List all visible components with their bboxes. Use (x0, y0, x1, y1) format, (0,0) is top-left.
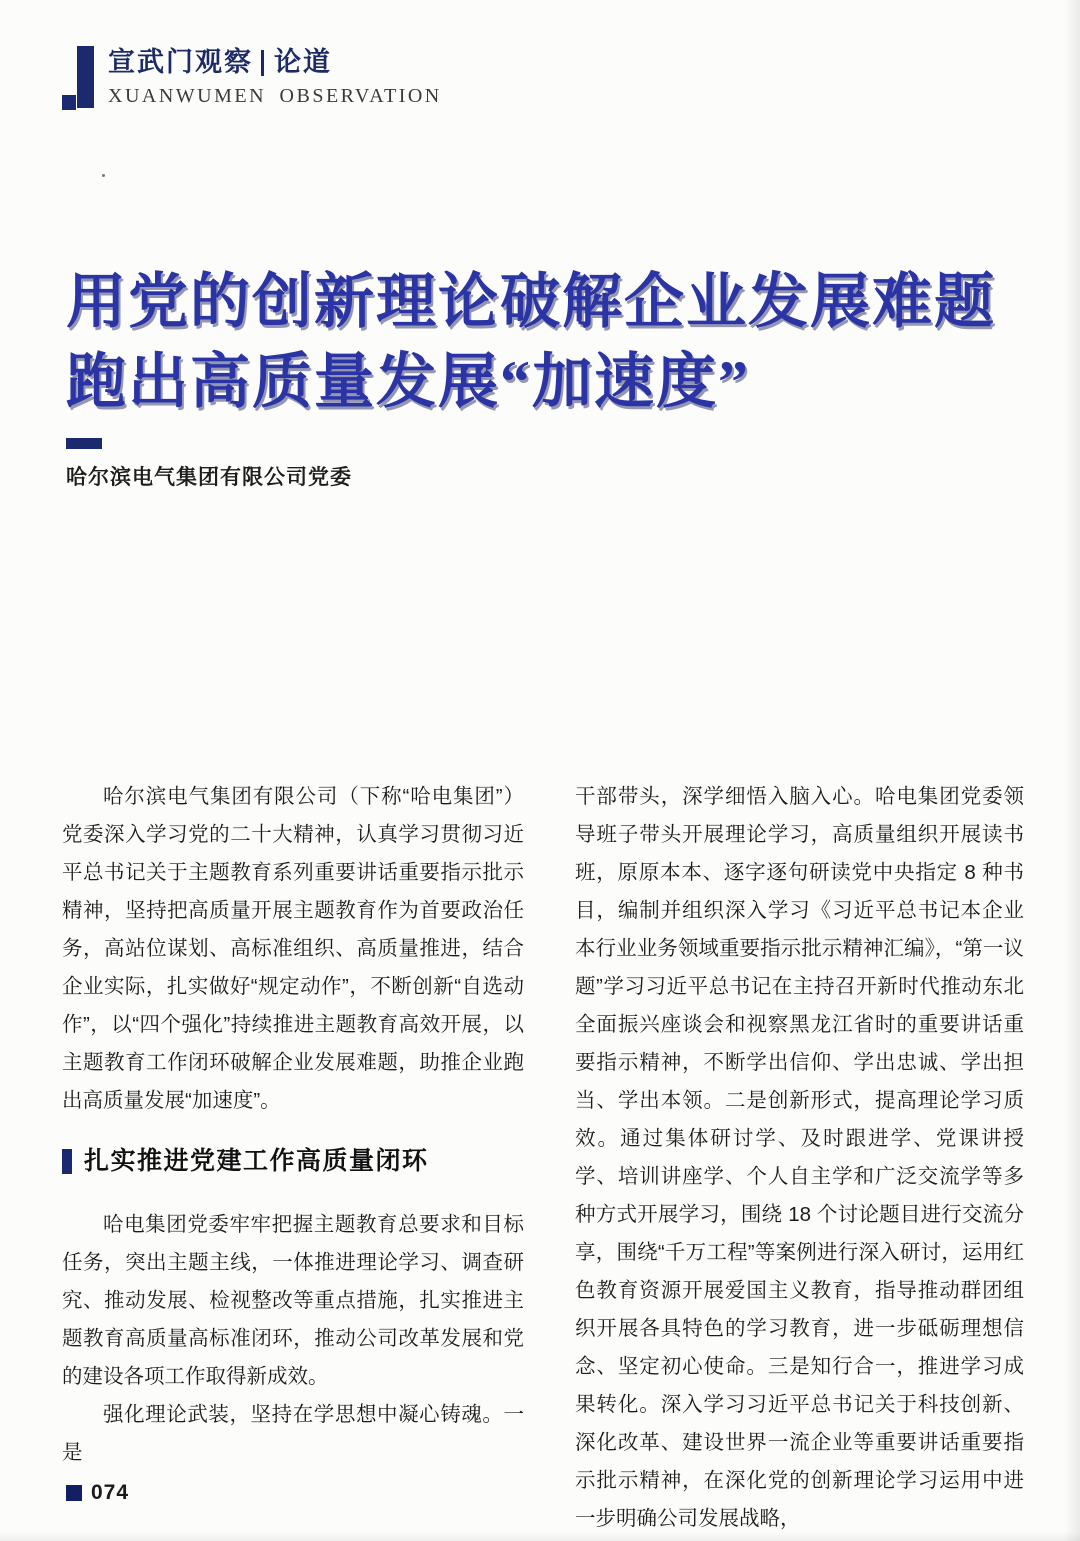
article-body (62, 778, 1024, 1538)
brand-mark-icon (62, 46, 96, 112)
brand-title-cn (108, 48, 442, 78)
footer-square-icon (66, 1485, 82, 1501)
author-block (66, 438, 352, 491)
scan-speck (102, 174, 105, 177)
author-name: 哈尔滨电气集团有限公司党委 (66, 466, 352, 489)
brand-mark-tall-bar (77, 46, 94, 108)
article-title (66, 262, 1026, 422)
section-heading (62, 1146, 524, 1176)
right-column (575, 778, 1024, 1538)
author-dash-icon (66, 438, 102, 449)
brand-divider (261, 50, 264, 76)
left-paragraph-3: 强化理论武装，坚持在学思想中凝心铸魂。一是 (62, 1403, 524, 1464)
left-paragraph-2: 哈电集团党委牢牢把握主题教育总要求和目标任务，突出主题主线，一体推进理论学习、调查研究、推动发展、检视整改等重点措施，扎实推进主题教育高质量高标准闭环，推动公司改革发展和党的建设各项工作取得新成效。 (62, 1213, 524, 1388)
section-title: 扎实推进党建工作高质量闭环 (84, 1147, 429, 1175)
left-paragraph-1: 哈尔滨电气集团有限公司（下称“哈电集团”）党委深入学习党的二十大精神，认真学习贯彻习近平总书记关于主题教育系列重要讲话重要指示批示精神，坚持把高质量开展主题教育作为首要政治任务，高站位谋划、高标准组织、高质量推进，结合企业实际，扎实做好“规定动作”，不断创新“自选动作”，以“四个强化”持续推进主题教育高效开展，以主题教育工作闭环破解企业发展难题，助推企业跑出高质量发展“加速度”。 (62, 785, 524, 1112)
header-brand (62, 46, 442, 112)
article-title-line2: 跑出高质量发展“加速度” (66, 349, 750, 415)
page-number: 074 (91, 1481, 130, 1504)
brand-section-name: 论道 (274, 47, 332, 77)
left-column (62, 778, 524, 1538)
brand-title-en: XUANWUMEN OBSERVATION (108, 84, 442, 107)
section-bar-icon (62, 1149, 72, 1174)
brand-mark-small-square (62, 95, 76, 110)
brand-name: 宣武门观察 (108, 47, 253, 77)
page-footer (66, 1481, 129, 1505)
brand-text (108, 46, 442, 108)
article-title-line1: 用党的创新理论破解企业发展难题 (66, 269, 996, 335)
right-paragraph-1: 干部带头，深学细悟入脑入心。哈电集团党委领导班子带头开展理论学习，高质量组织开展读书班，原原本本、逐字逐句研读党中央指定 8 种书目，编制并组织深入学习《习近平总书记本企业本行业业务领域重要指示批示精神汇编》，“第一议题”学习习近平总书记在主持召开新时代推动东北全面振兴座谈会和视察黑龙江省时的重要讲话重要指示精神，不断学出信仰、学出忠诚、学出担当、学出本领。二是创新形式，提高理论学习质效。通过集体研讨学、及时跟进学、党课讲授学、培训讲座学、个人自主学和广泛交流学等多种方式开展学习，围绕 18 个讨论题目进行交流分享，围绕“千万工程”等案例进行深入研讨，运用红色教育资源开展爱国主义教育，指导推动群团组织开展各具特色的学习教育，进一步砥砺理想信念、坚定初心使命。三是知行合一，推进学习成果转化。深入学习习近平总书记关于科技创新、深化改革、建设世界一流企业等重要讲话重要指示批示精神，在深化党的创新理论学习运用中进一步明确公司发展战略， (575, 785, 1024, 1530)
